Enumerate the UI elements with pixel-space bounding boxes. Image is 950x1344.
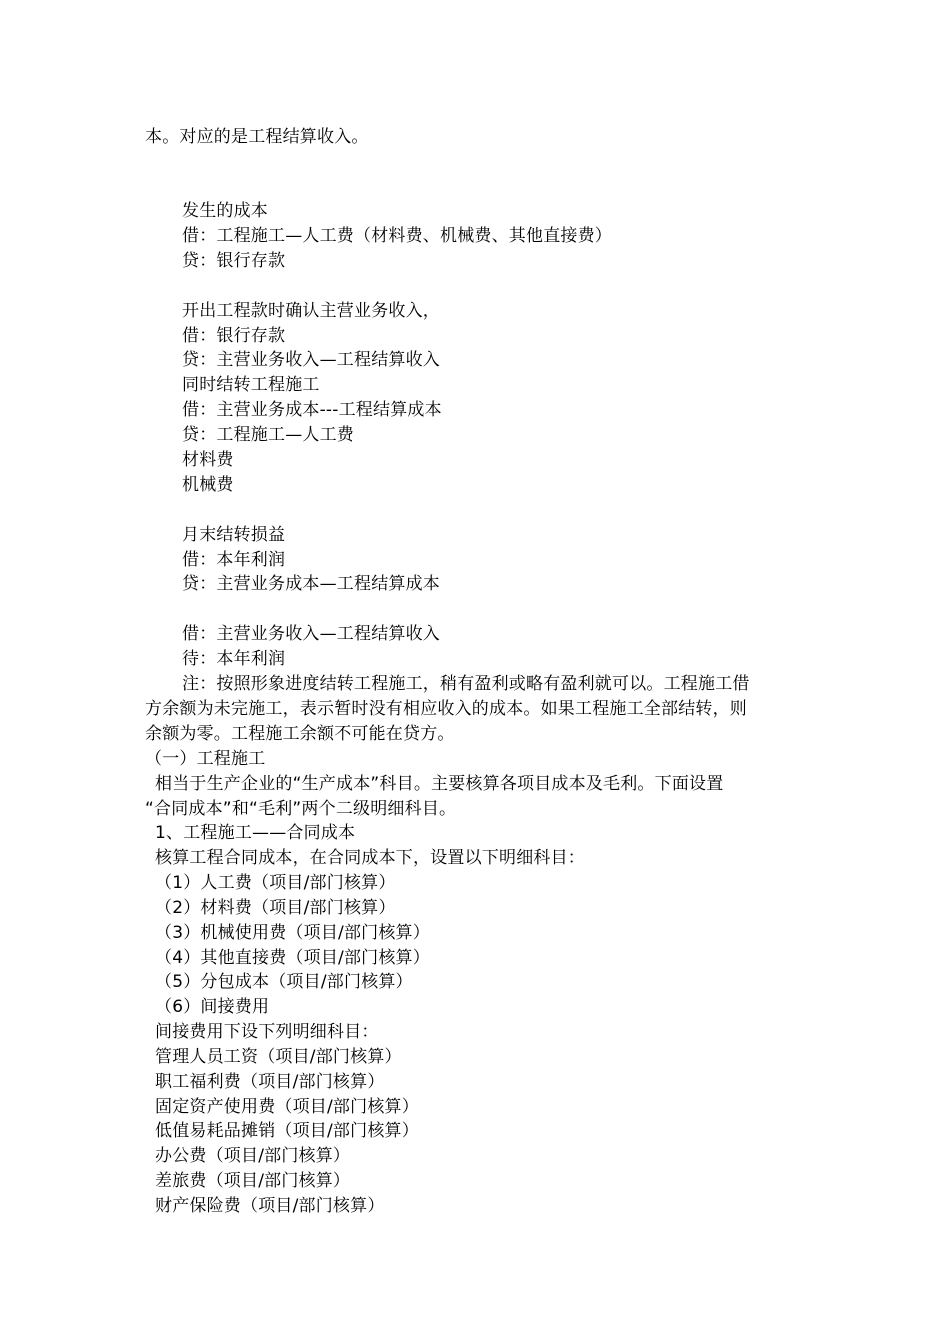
block3-debit: 借：本年利润 [182, 550, 286, 570]
indirect-item: 职工福利费（项目/部门核算） [155, 1072, 385, 1092]
block2-credit: 贷：主营业务收入—工程结算收入 [182, 350, 440, 370]
block3-title: 月末结转损益 [182, 525, 286, 545]
intro-text: 本。对应的是工程结算收入。 [145, 127, 369, 147]
block4-credit: 待：本年利润 [182, 649, 286, 669]
list-item: （1）人工费（项目/部门核算） [155, 873, 396, 893]
list-item: （4）其他直接费（项目/部门核算） [155, 948, 430, 968]
indirect-item: 差旅费（项目/部门核算） [155, 1171, 351, 1191]
indirect-intro: 间接费用下设下列明细科目： [155, 1022, 379, 1042]
block1-credit: 贷：银行存款 [182, 251, 286, 271]
block2-transfer-title: 同时结转工程施工 [182, 375, 320, 395]
section-heading: （一）工程施工 [145, 749, 266, 769]
block2-transfer-debit: 借：主营业务成本---工程结算成本 [182, 400, 442, 420]
indirect-item: 管理人员工资（项目/部门核算） [155, 1047, 402, 1067]
block2-transfer-credit: 贷：工程施工—人工费 [182, 425, 354, 445]
list-item: （6）间接费用 [155, 997, 270, 1017]
indirect-item: 低值易耗品摊销（项目/部门核算） [155, 1121, 419, 1141]
section-desc-2: “合同成本”和“毛利”两个二级明细科目。 [145, 799, 457, 819]
list-item: （5）分包成本（项目/部门核算） [155, 972, 413, 992]
note-line-3: 余额为零。工程施工余额不可能在贷方。 [145, 724, 455, 744]
block4-debit: 借：主营业务收入—工程结算收入 [182, 624, 440, 644]
block1-debit: 借：工程施工—人工费（材料费、机械费、其他直接费） [182, 226, 612, 246]
block2-title: 开出工程款时确认主营业务收入， [182, 301, 440, 321]
block2-transfer-item1: 材料费 [182, 450, 234, 470]
list-item: （3）机械使用费（项目/部门核算） [155, 923, 430, 943]
sub-desc: 核算工程合同成本，在合同成本下，设置以下明细科目： [155, 848, 585, 868]
note-line-1: 注：按照形象进度结转工程施工，稍有盈利或略有盈利就可以。工程施工借 [182, 674, 750, 694]
indirect-item: 办公费（项目/部门核算） [155, 1146, 351, 1166]
note-line-2: 方余额为未完施工，表示暂时没有相应收入的成本。如果工程施工全部结转，则 [145, 699, 747, 719]
sub-heading: 1、工程施工——合同成本 [155, 823, 356, 843]
block2-debit: 借：银行存款 [182, 326, 286, 346]
block2-transfer-item2: 机械费 [182, 475, 234, 495]
indirect-item: 固定资产使用费（项目/部门核算） [155, 1097, 419, 1117]
indirect-item: 财产保险费（项目/部门核算） [155, 1196, 385, 1216]
block1-title: 发生的成本 [182, 201, 268, 221]
list-item: （2）材料费（项目/部门核算） [155, 898, 396, 918]
section-desc-1: 相当于生产企业的“生产成本”科目。主要核算各项目成本及毛利。下面设置 [155, 774, 724, 794]
block3-credit: 贷：主营业务成本—工程结算成本 [182, 574, 440, 594]
